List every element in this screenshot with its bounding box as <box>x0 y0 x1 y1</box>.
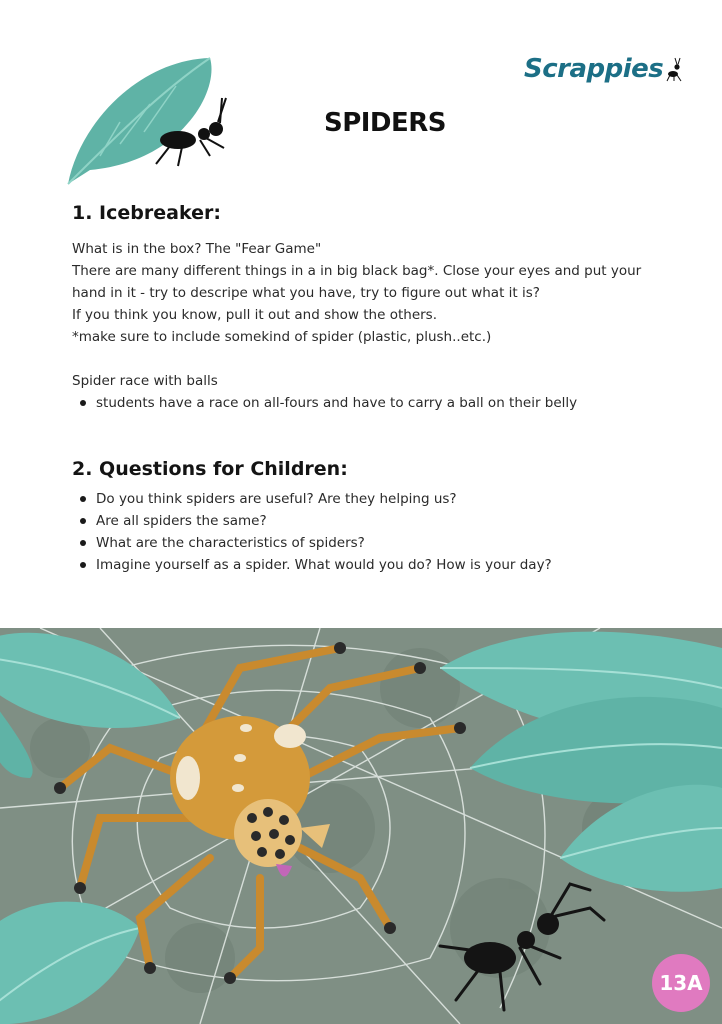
questions-heading: 2. Questions for Children: <box>72 458 348 480</box>
page-title: SPIDERS <box>323 108 447 138</box>
list-item: students have a race on all-fours and have to carry a ball on their belly <box>72 392 672 414</box>
icebreaker-section <box>72 202 672 414</box>
ant-icon <box>662 56 684 82</box>
activity-title: Spider race with balls <box>72 373 218 389</box>
list-item: Imagine yourself as a spider. What would you do? How is your day? <box>72 554 672 576</box>
page-number-badge: 13A <box>652 954 710 1012</box>
scrappies-logo <box>524 52 684 88</box>
list-item: Do you think spiders are useful? Are they helping us? <box>72 488 672 510</box>
list-item: What are the characteristics of spiders? <box>72 532 672 554</box>
spider-scene <box>0 628 722 1024</box>
icebreaker-line-5: *make sure to include somekind of spider (plastic, plush..etc.) <box>72 329 492 345</box>
icebreaker-line-4: If you think you know, pull it out and show the others. <box>72 307 438 323</box>
leaf-with-ant-illustration <box>60 52 240 192</box>
icebreaker-line-2: There are many different things in a in big black bag*. Close your eyes and put your <box>72 263 642 279</box>
activity-list <box>72 392 672 414</box>
spider-web-illustration <box>0 628 722 1024</box>
list-item: Are all spiders the same? <box>72 510 672 532</box>
questions-section <box>72 458 672 576</box>
icebreaker-line-1: What is in the box? The "Fear Game" <box>72 241 322 257</box>
icebreaker-heading: 1. Icebreaker: <box>72 202 221 224</box>
icebreaker-line-3: hand in it - try to descripe what you have, try to figure out what it is? <box>72 285 540 301</box>
logo-text: Scrappies <box>524 54 664 84</box>
questions-list <box>72 488 672 576</box>
